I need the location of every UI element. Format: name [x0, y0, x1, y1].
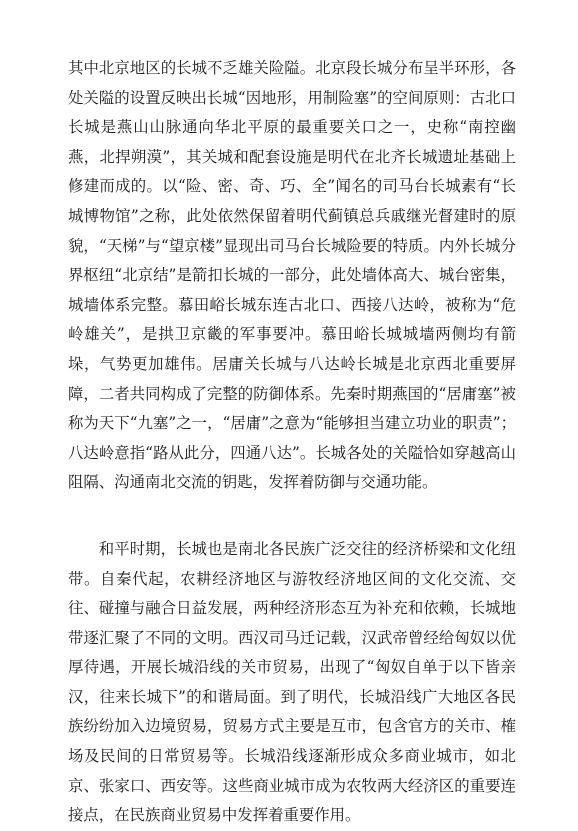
paragraph-beijing-great-wall-passes: 其中北京地区的长城不乏雄关险隘。北京段长城分布呈半环形，各处关隘的设置反映出长城“因地形，用制险塞”的空间原则：古北口长城是燕山山脉通向华北平原的最重要关口之一，史称“南控幽燕，北捍朔漠”，其关城和配套设施是明代在北齐长城遗址基础上修建而成的。以“险、密、奇、巧、全”闻名的司马台长城素有“长城博物馆”之称，此处依然保留着明代蓟镇总兵戚继光督建时的原貌，“天梯”与“望京楼”显现出司马台长城险要的特质。内外长城分界枢纽“北京结”是箭扣长城的一部分，此处墙体高大、城台密集，城墙体系完整。慕田峪长城东连古北口、西接八达岭，被称为“危岭雄关”，是拱卫京畿的军事要冲。慕田峪长城城墙两侧均有箭垛，气势更加雄伟。居庸关长城与八达岭长城是北京西北重要屏障，二者共同构成了完整的防御体系。先秦时期燕国的“居庸塞”被称为天下“九塞”之一，“居庸”之意为“能够担当建立功业的职责”；八达岭意指“路从此分，四通八达”。长城各处的关隘恰如穿越高山阻隔、沟通南北交流的钥匙，发挥着防御与交通功能。 [68, 59, 516, 492]
paragraph-great-wall-economic-bridge: 和平时期，长城也是南北各民族广泛交往的经济桥梁和文化纽带。自秦代起，农耕经济地区与游牧经济地区间的文化交流、交往、碰撞与融合日益发展，两种经济形态互为补充和依赖，长城地带逐汇聚了不同的文明。西汉司马迁记载，汉武帝曾经给匈奴以优厚待遇，开展长城沿线的关市贸易，出现了“匈奴自单于以下皆亲汉，往来长城下”的和谐局面。到了明代，长城沿线广大地区各民族纷纷加入边境贸易，贸易方式主要是互市，包含官方的关市、榷场及民间的日常贸易等。长城沿线逐渐形成众多商业城市，如北京、张家口、西安等。这些商业城市成为农牧两大经济区的重要连接点，在民族商业贸易中发挥着重要作用。 [68, 539, 516, 825]
